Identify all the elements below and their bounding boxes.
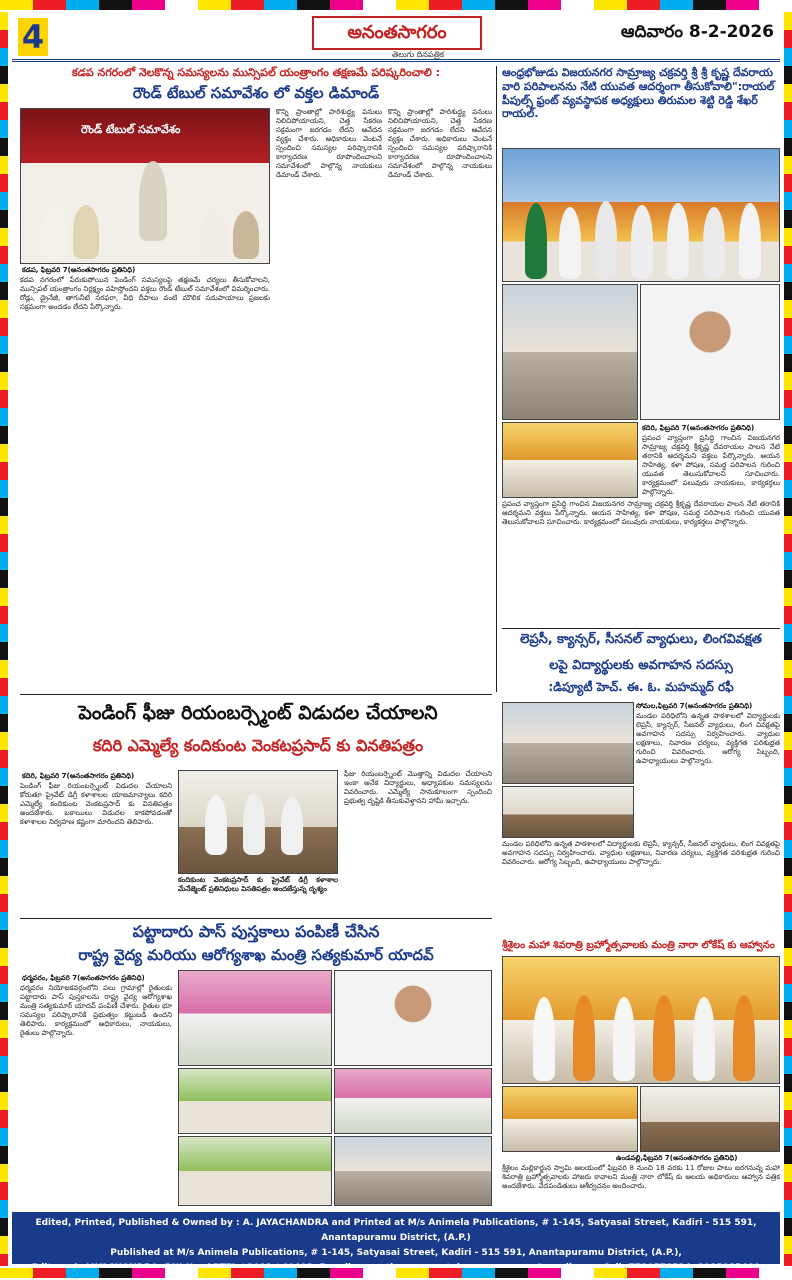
story5-photo-6: [334, 1136, 492, 1206]
story4-headline: పెండింగ్ ఫీజు రియంబర్స్మెంట్ విడుదల చేయాలని: [78, 702, 438, 724]
story6-photo-3: [640, 1086, 780, 1152]
story2-body: ప్రపంచ వ్యాప్తంగా ప్రసిద్ధి గాంచిన విజయనగర సామ్రాజ్య చక్రవర్తి శ్రీకృష్ణ దేవరాయల పాలన నేటి తరానికి ఆదర్శమని వక్తలు పేర్కొన్నారు. ఆయన సాహిత్య, కళా పోషణ, సమర్థ పరిపాలన గురించి యువత తెలుసుకోవాలని సూచించారు. కార్యక్రమంలో పలువురు నాయకులు, కార్యకర్తలు పాల్గొన్నారు.: [502, 500, 780, 526]
section-divider: [20, 918, 492, 919]
story3-photo: [502, 702, 634, 784]
imprint-line-1: Edited, Printed, Published & Owned by : A. JAYACHANDRA and Printed at M/s Animela Publications, # 1-145, Satyasai Street, Kadiri - 515 591, Anantapuramu District, (A.P.): [35, 1218, 757, 1243]
story1-body-left: కడప నగరంలో పేరుకుపోయిన పెండింగ్ సమస్యలపై తక్షణమే చర్యలు తీసుకోవాలని, మున్సిపల్ యంత్రాంగం నిర్లక్ష్యం వహిస్తోందని వక్తలు రౌండ్ టేబుల్ సమావేశంలో విమర్శించారు. రోడ్లు, డ్రైనేజీ, తాగునీటి సరఫరా, వీధి దీపాలు వంటి మౌలిక సదుపాయాలు ప్రజలకు సక్రమంగా అందడం లేదని పేర్కొన్నారు.: [20, 276, 270, 311]
person-figure: [693, 997, 715, 1081]
story6-photo-2: [502, 1086, 638, 1152]
masthead: [12, 16, 780, 62]
issue-date: ఆదివారం 8-2-2026: [620, 22, 774, 42]
story1-body-middle: కొన్ని ప్రాంతాల్లో పారిశుద్ధ్య పనులు నిలిచిపోయాయని, చెత్త సేకరణ సక్రమంగా జరగడం లేదని ఆవేదన వ్యక్తం చేశారు. అధికారులు వెంటనే స్పందించి సమస్యల పరిష్కారానికి కార్యాచరణ రూపొందించాలని సమావేశంలో పాల్గొన్న నాయకులు డిమాండ్ చేశారు.: [276, 108, 382, 179]
print-registration-strip-right: [784, 12, 792, 1266]
story1-photo: [20, 108, 270, 264]
story6-byline: ఉండవల్లి,ఫిబ్రవరి 7(అనంతసాగరం ప్రతినిధి): [616, 1154, 738, 1162]
story3-body: మండల పరిధిలోని ఉన్నత పాఠశాలలో విద్యార్థులకు లెప్రసీ, క్యాన్సర్, సీజనల్ వ్యాధులు, లింగ వివక్షతపై అవగాహన సదస్సు నిర్వహించారు. వ్యాధుల లక్షణాలు, నివారణ చర్యలు, వ్యక్తిగత పరిశుభ్రత గురించి వివరించారు. ఆరోగ్య సిబ్బంది, ఉపాధ్యాయులు పాల్గొన్నారు.: [502, 840, 780, 866]
story3-byline: సోమల,ఫిబ్రవరి 7(అనంతసాగరం ప్రతినిధి): [636, 702, 753, 710]
story1-body-right: కొన్ని ప్రాంతాల్లో పారిశుద్ధ్య పనులు నిలిచిపోయాయని, చెత్త సేకరణ సక్రమంగా జరగడం లేదని ఆవేదన వ్యక్తం చేశారు. అధికారులు వెంటనే స్పందించి సమస్యల పరిష్కారానికి కార్యాచరణ రూపొందించాలని సమావేశంలో పాల్గొన్న నాయకులు డిమాండ్ చేశారు.: [388, 108, 492, 179]
story5-photo-1: [178, 970, 332, 1066]
story6-headline: శ్రీశైలం మహా శివరాత్రి బ్రహ్మోత్సవాలకు మంత్రి నారా లోకేష్ కు ఆహ్వానం: [502, 940, 775, 951]
newspaper-tagline: తెలుగు దినపత్రిక: [392, 50, 445, 59]
imprint-footer: [12, 1212, 780, 1264]
person-figure: [703, 207, 725, 279]
person-figure: [533, 997, 555, 1081]
attendee-figure: [201, 207, 227, 259]
story4-byline: కదిరి, ఫిబ్రవరి 7(అనంతసాగరం ప్రతినిధి): [22, 772, 135, 780]
story2-headline: ఆంధ్రభోజుడు విజయనగర సామ్రాజ్య చక్రవర్తి శ్రీ శ్రీ కృష్ణ దేవరాయ వారి పరిపాలనను నేటి యువత ఆదర్శంగా తీసుకోవాలి":రాయల్ పీపుల్స్ ఫ్రంట్ వ్యవస్థాపక అధ్యక్షులు తిరుమల శెట్టి రెడ్డి శేఖర్ రాయల్.: [502, 66, 775, 121]
story3-headline-2: లపై విద్యార్థులకు అవగాహన సదస్సు: [549, 658, 733, 673]
story4-photo-caption: కందికుంట వెంకటప్రసాద్ కు ప్రైవేట్ డిగ్రీ కళాశాల మేనేజ్మెంట్ ప్రతినిధులు వినతిపత్రం అందజేస్తున్న దృశ్యం: [178, 876, 338, 893]
print-registration-bar-top: [0, 0, 792, 10]
story5-photo-3: [178, 1068, 332, 1134]
column-divider: [496, 66, 497, 692]
section-divider: [20, 694, 492, 695]
attendee-figure: [233, 211, 259, 259]
story2-photo-garland: [502, 422, 638, 498]
story6-photo-main: [502, 956, 780, 1084]
story4-subheadline: కదిరి ఎమ్మెల్యే కందికుంట వెంకటప్రసాద్ కు వినతిపత్రం: [92, 736, 424, 755]
story3-headline-1: లెప్రసీ, క్యాన్సర్, సీసనల్ వ్యాధులు, లింగవివక్షత: [520, 632, 762, 647]
person-figure: [613, 997, 635, 1081]
story1-photo-banner-text: రౌండ్ టేబుల్ సమావేశం: [81, 123, 181, 136]
story5-photo-5: [178, 1136, 332, 1206]
print-registration-strip-left: [0, 12, 8, 1266]
person-figure: [243, 793, 265, 855]
person-figure: [595, 201, 617, 279]
story3-headline-3: :డిప్యూటీ హెచ్. ఈ. ఓ. మహమ్మద్ రఫీ: [548, 680, 734, 694]
story1-subheadline: రౌండ్ టేబుల్ సమావేశం లో వక్తల డిమాండ్: [132, 84, 380, 102]
story3-photo-classroom: [502, 786, 634, 838]
speaker-figure: [139, 161, 167, 241]
person-figure: [559, 207, 581, 279]
story5-byline: ధర్మవరం, ఫిబ్రవరి 7(అనంతసాగరం ప్రతినిధి): [22, 974, 145, 982]
person-figure: [739, 203, 761, 279]
attendee-figure: [73, 205, 99, 259]
imprint-line-2: Published at M/s Animela Publications, # 1-145, Satyasai Street, Kadiri - 515 591, Anantapuramu District, (A.P.),: [110, 1248, 682, 1258]
story5-headline-1: పట్టాదారు పాస్ పుస్తకాలు పంపిణీ చేసిన: [132, 922, 380, 941]
person-figure: [653, 995, 675, 1081]
print-registration-bar-bottom: [0, 1268, 792, 1278]
person-figure: [631, 205, 653, 279]
story1-byline: కడప, ఫిబ్రవరి 7(అనంతసాగరం ప్రతినిధి): [22, 266, 136, 274]
story5-body: ధర్మవరం నియోజకవర్గంలోని పలు గ్రామాల్లో రైతులకు పట్టాదారు పాస్ పుస్తకాలను రాష్ట్ర వైద్య ఆరోగ్యశాఖ మంత్రి సత్యకుమార్ యాదవ్ పంపిణీ చేశారు. రైతుల భూ సమస్యల పరిష్కారానికి ప్రభుత్వం కట్టుబడి ఉందని తెలిపారు. కార్యక్రమంలో అధికారులు, నాయకులు, రైతులు పాల్గొన్నారు.: [20, 984, 172, 1037]
story4-body-left: పెండింగ్ ఫీజు రియంబర్స్మెంట్ విడుదల చేయాలని కోరుతూ ప్రైవేట్ డిగ్రీ కళాశాలల యాజమాన్యాలు కదిరి ఎమ్మెల్యే కందికుంట వెంకటప్రసాద్ కు వినతిపత్రం అందజేశారు. బకాయిలు విడుదల కాకపోవడంతో కళాశాలల నిర్వహణ కష్టంగా మారిందని తెలిపారు.: [20, 782, 172, 826]
person-figure: [667, 203, 689, 279]
story3-body-right: మండల పరిధిలోని ఉన్నత పాఠశాలలో విద్యార్థులకు లెప్రసీ, క్యాన్సర్, సీజనల్ వ్యాధులు, లింగ వివక్షతపై అవగాహన సదస్సు నిర్వహించారు. వ్యాధుల లక్షణాలు, నివారణ చర్యలు, వ్యక్తిగత పరిశుభ్రత గురించి వివరించారు. ఆరోగ్య సిబ్బంది, ఉపాధ్యాయులు పాల్గొన్నారు.: [636, 712, 780, 765]
story4-body-right: ఫీజు రియంబర్స్మెంట్ మొత్తాన్ని విడుదల చేయాలని ఇంకా అనేక విద్యార్థులు, అధ్యాపకుల సమస్యలను వివరించారు. ఎమ్మెల్యే సానుకూలంగా స్పందించి ప్రభుత్వ దృష్టికి తీసుకువెళ్తానని హామీ ఇచ్చారు.: [344, 770, 492, 805]
newspaper-logo: అనంతసాగరం: [312, 16, 482, 50]
story5-photo-4: [334, 1068, 492, 1134]
story2-photo-portrait: [640, 284, 780, 420]
person-figure: [281, 797, 303, 855]
story4-photo: [178, 770, 338, 874]
page-number: 4: [18, 18, 48, 56]
story2-byline: కదిరి, ఫిబ్రవరి 7(అనంతసాగరం ప్రతినిధి): [642, 424, 755, 432]
story5-headline-2: రాష్ట్ర వైద్య మరియు ఆరోగ్యశాఖ మంత్రి సత్యకుమార్ యాదవ్: [78, 946, 434, 964]
attendee-figure: [41, 209, 67, 259]
story2-photo: [502, 148, 780, 282]
story6-body: శ్రీశైలం మల్లికార్జున స్వామి ఆలయంలో ఫిబ్రవరి 8 నుంచి 18 వరకు 11 రోజుల పాటు జరగనున్న మహా శివరాత్రి బ్రహ్మోత్సవాలకు హాజరు కావాలని మంత్రి నారా లోకేష్ కు ఆలయ అధికారులు ఆహ్వాన పత్రిక అందజేశారు. వేదపండితులు ఆశీర్వచనం అందించారు.: [502, 1164, 780, 1190]
section-divider: [502, 628, 780, 629]
person-figure: [573, 995, 595, 1081]
person-figure: [525, 203, 547, 279]
story5-photo-2: [334, 970, 492, 1066]
story1-headline: కడప నగరంలో నెలకొన్న సమస్యలను మున్సిపల్ యంత్రాంగం తక్షణమే పరిష్కరించాలి :: [71, 66, 441, 79]
story2-photo-crowd: [502, 284, 638, 420]
story2-body-top: ప్రపంచ వ్యాప్తంగా ప్రసిద్ధి గాంచిన విజయనగర సామ్రాజ్య చక్రవర్తి శ్రీకృష్ణ దేవరాయల పాలన నేటి తరానికి ఆదర్శమని వక్తలు పేర్కొన్నారు. ఆయన సాహిత్య, కళా పోషణ, సమర్థ పరిపాలన గురించి యువత తెలుసుకోవాలని సూచించారు. కార్యక్రమంలో పలువురు నాయకులు, కార్యకర్తలు పాల్గొన్నారు.: [642, 434, 780, 496]
person-figure: [205, 795, 227, 855]
person-figure: [733, 995, 755, 1081]
